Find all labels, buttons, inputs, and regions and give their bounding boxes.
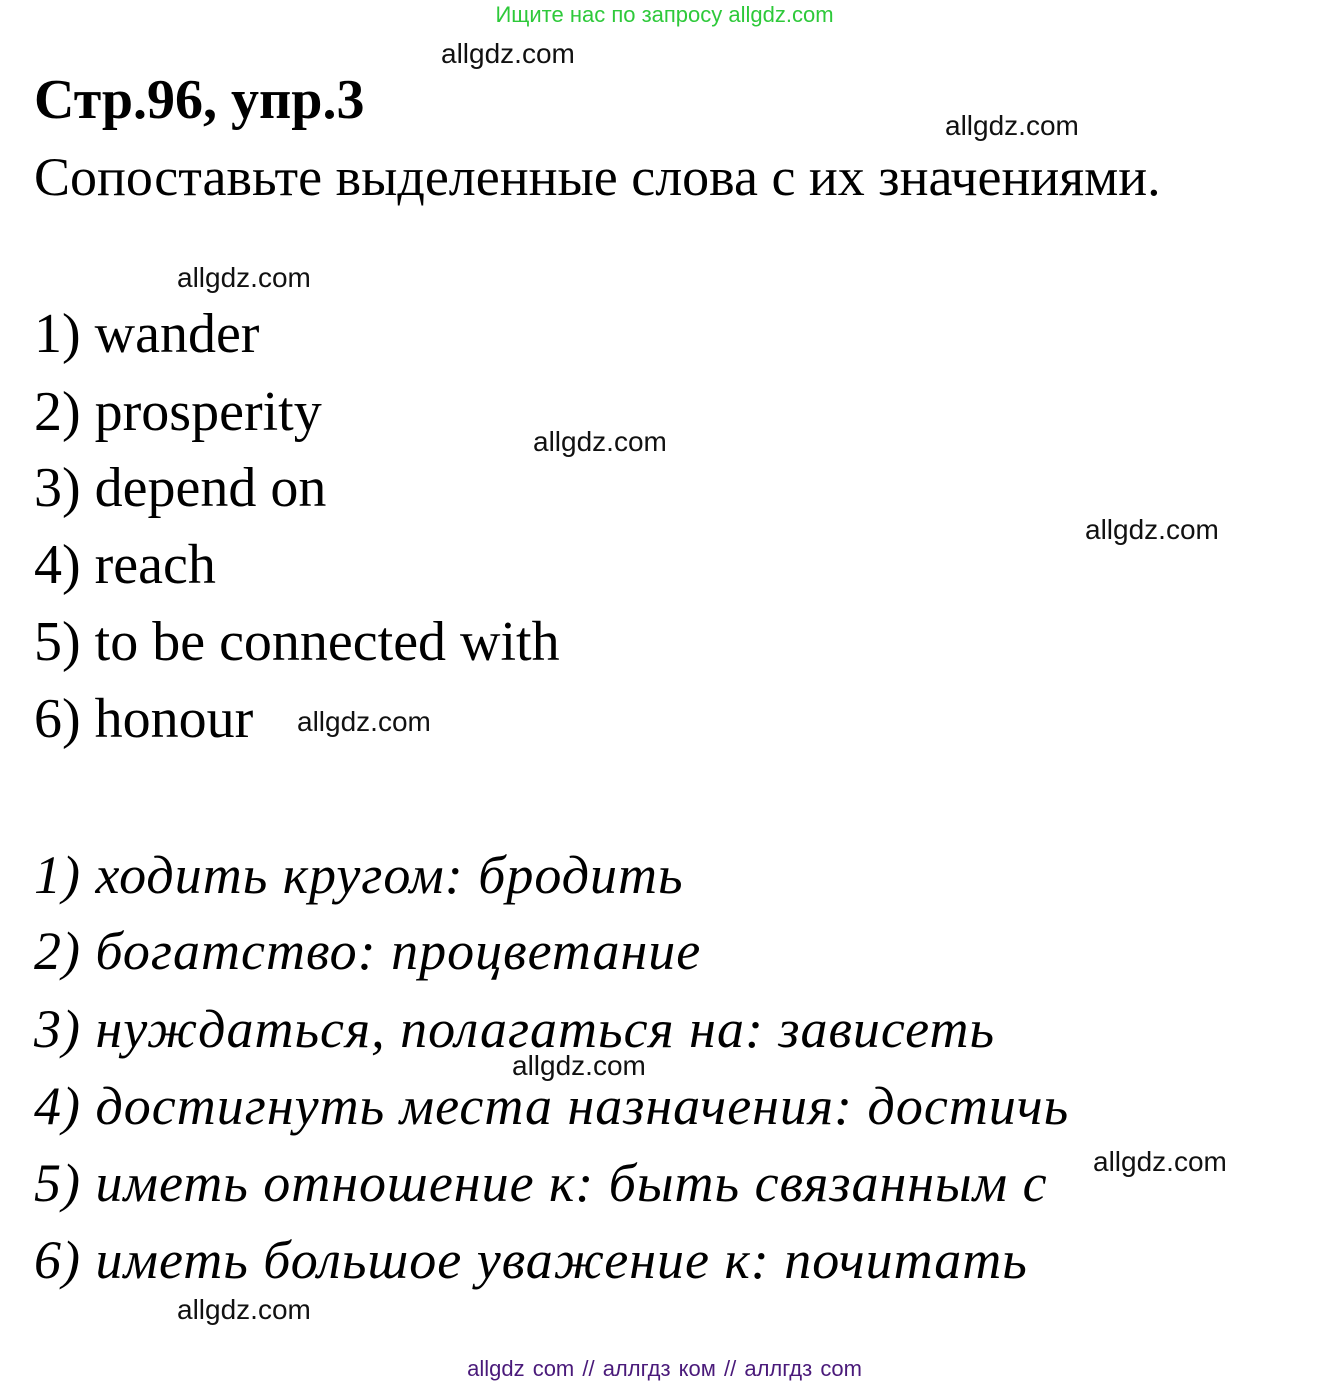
exercise-instruction: Сопоставьте выделенные слова с их значениями. [34, 147, 1161, 207]
definition-item: 4) достигнуть места назначения: достичь [34, 1076, 1070, 1136]
footer-links: allgdz com // аллгдз ком // аллгдз com [467, 1356, 862, 1381]
definition-item: 5) иметь отношение к: быть связанным с [34, 1153, 1048, 1213]
watermark: allgdz.com [297, 706, 431, 737]
definition-item: 1) ходить кругом: бродить [34, 845, 684, 905]
word-item: 2) prosperity [34, 381, 322, 443]
word-item: 4) reach [34, 534, 216, 596]
watermark: allgdz.com [512, 1050, 646, 1081]
watermark: allgdz.com [533, 426, 667, 457]
word-item: 6) honour [34, 688, 254, 750]
definition-item: 6) иметь большое уважение к: почитать [34, 1230, 1028, 1290]
definition-item: 3) нуждаться, полагаться на: зависеть [34, 999, 996, 1059]
watermark: allgdz.com [1085, 514, 1219, 545]
definition-item: 2) богатство: процветание [34, 921, 702, 981]
page-title: Стр.96, упр.3 [34, 69, 365, 131]
watermark: allgdz.com [177, 262, 311, 293]
watermark: allgdz.com [177, 1294, 311, 1325]
watermark: allgdz.com [441, 38, 575, 69]
watermark: allgdz.com [945, 110, 1079, 141]
word-item: 1) wander [34, 303, 260, 365]
word-item: 5) to be connected with [34, 611, 560, 673]
watermark: allgdz.com [1093, 1146, 1227, 1177]
word-item: 3) depend on [34, 457, 327, 519]
search-banner: Ищите нас по запросу allgdz.com [495, 2, 834, 27]
